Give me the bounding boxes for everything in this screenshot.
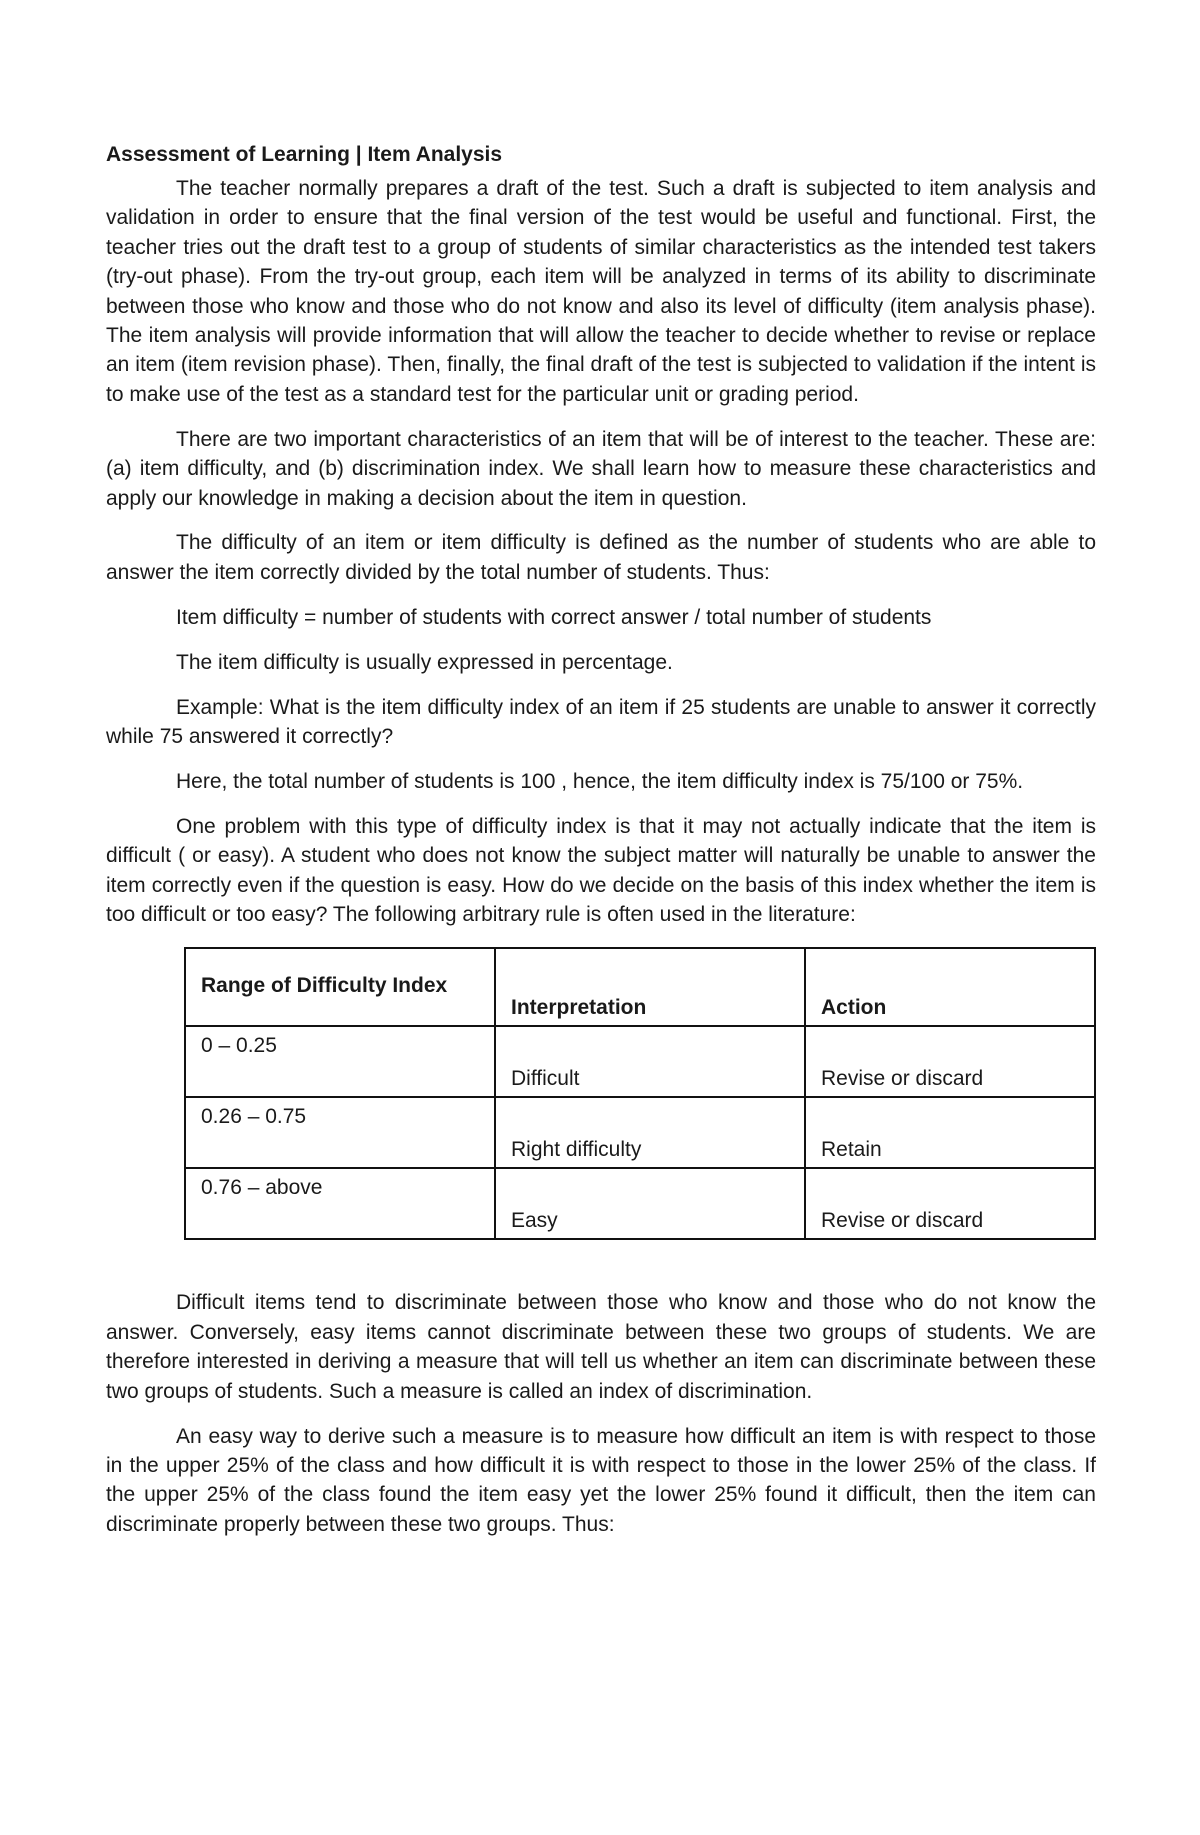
page-title: Assessment of Learning | Item Analysis	[106, 143, 503, 166]
document-page	[106, 140, 1096, 1555]
cell-interpretation	[495, 1168, 805, 1239]
action-value: Revise or discard	[821, 1067, 984, 1091]
range-value: 0.26 – 0.75	[201, 1105, 307, 1129]
formula-item-difficulty: Item difficulty = number of students with correct answer / total number of students	[176, 605, 932, 629]
header-action: Action	[805, 948, 1095, 1026]
paragraph-intro: The teacher normally prepares a draft of the test. Such a draft is subjected to item analysis and validation in order to ensure that the final version of the test would be useful and functional. First, the teacher tries out the draft test to a group of students of similar characteristics as the intended test takers (try-out phase). From the try-out group, each item will be analyzed in terms of its ability to discriminate between those who know and those who do not know and also its level of difficulty (item analysis phase). The item analysis will provide information that will allow the teacher to decide whether to revise or replace an item (item revision phase). Then, finally, the final draft of the test is subjected to validation if the intent is to make use of the test as a standard test for the particular unit or grading period.	[106, 177, 1096, 406]
cell-interpretation	[495, 1026, 805, 1097]
cell-action	[805, 1168, 1095, 1239]
interpretation-value: Right difficulty	[511, 1138, 642, 1162]
paragraph-problem: One problem with this type of difficulty index is that it may not actually indicate that the item is difficult ( or easy). A student who does not know the subject matter will naturally be unable to answer the item correctly even if the question is easy. How do we decide on the basis of this index whether the item is too difficult or too easy? The following arbitrary rule is often used in the literature:	[106, 814, 1096, 927]
paragraph-difficulty-definition: The difficulty of an item or item difficulty is defined as the number of students who are able to answer the item correctly divided by the total number of students. Thus:	[106, 531, 1096, 584]
table-row	[185, 1026, 1095, 1097]
cell-action	[805, 1097, 1095, 1168]
range-value: 0 – 0.25	[201, 1034, 277, 1058]
cell-interpretation	[495, 1097, 805, 1168]
header-interpretation: Interpretation	[495, 948, 805, 1026]
paragraph-characteristics: There are two important characteristics of an item that will be of interest to the teacher. These are: (a) item difficulty, and (b) discrimination index. We shall learn how to measure these characteristics and apply our knowledge in making a decision about the item in question.	[106, 427, 1096, 510]
paragraph-example-question: Example: What is the item difficulty index of an item if 25 students are unable to answer it correctly while 75 answered it correctly?	[106, 695, 1096, 748]
table-row	[185, 1168, 1095, 1239]
range-value: 0.76 – above	[201, 1176, 323, 1200]
paragraph-discrimination: Difficult items tend to discriminate between those who know and those who do not know the answer. Conversely, easy items cannot discriminate between these two groups of students. We are therefore interested in deriving a measure that will tell us whether an item can discriminate between these two groups of students. Such a measure is called an index of discrimination.	[106, 1291, 1096, 1403]
table-row	[185, 1097, 1095, 1168]
cell-range	[185, 1168, 495, 1239]
cell-range	[185, 1097, 495, 1168]
paragraph-derive-measure: An easy way to derive such a measure is to measure how difficult an item is with respect to those in the upper 25% of the class and how difficult it is with respect to those in the lower 25% of the class. If the upper 25% of the class found the item easy yet the lower 25% found it difficult, then the item can discriminate properly between these two groups. Thus:	[106, 1424, 1096, 1536]
table-header-row	[185, 948, 1095, 1026]
interpretation-value: Easy	[511, 1209, 558, 1233]
note-percentage: The item difficulty is usually expressed in percentage.	[176, 650, 673, 674]
header-range: Range of Difficulty Index	[185, 948, 495, 1026]
action-value: Revise or discard	[821, 1209, 984, 1233]
difficulty-rule-table	[184, 947, 1096, 1240]
cell-action	[805, 1026, 1095, 1097]
cell-range	[185, 1026, 495, 1097]
action-value: Retain	[821, 1138, 882, 1162]
interpretation-value: Difficult	[511, 1067, 580, 1091]
paragraph-example-answer: Here, the total number of students is 100 , hence, the item difficulty index is 75/100 or 75%.	[176, 769, 1024, 793]
